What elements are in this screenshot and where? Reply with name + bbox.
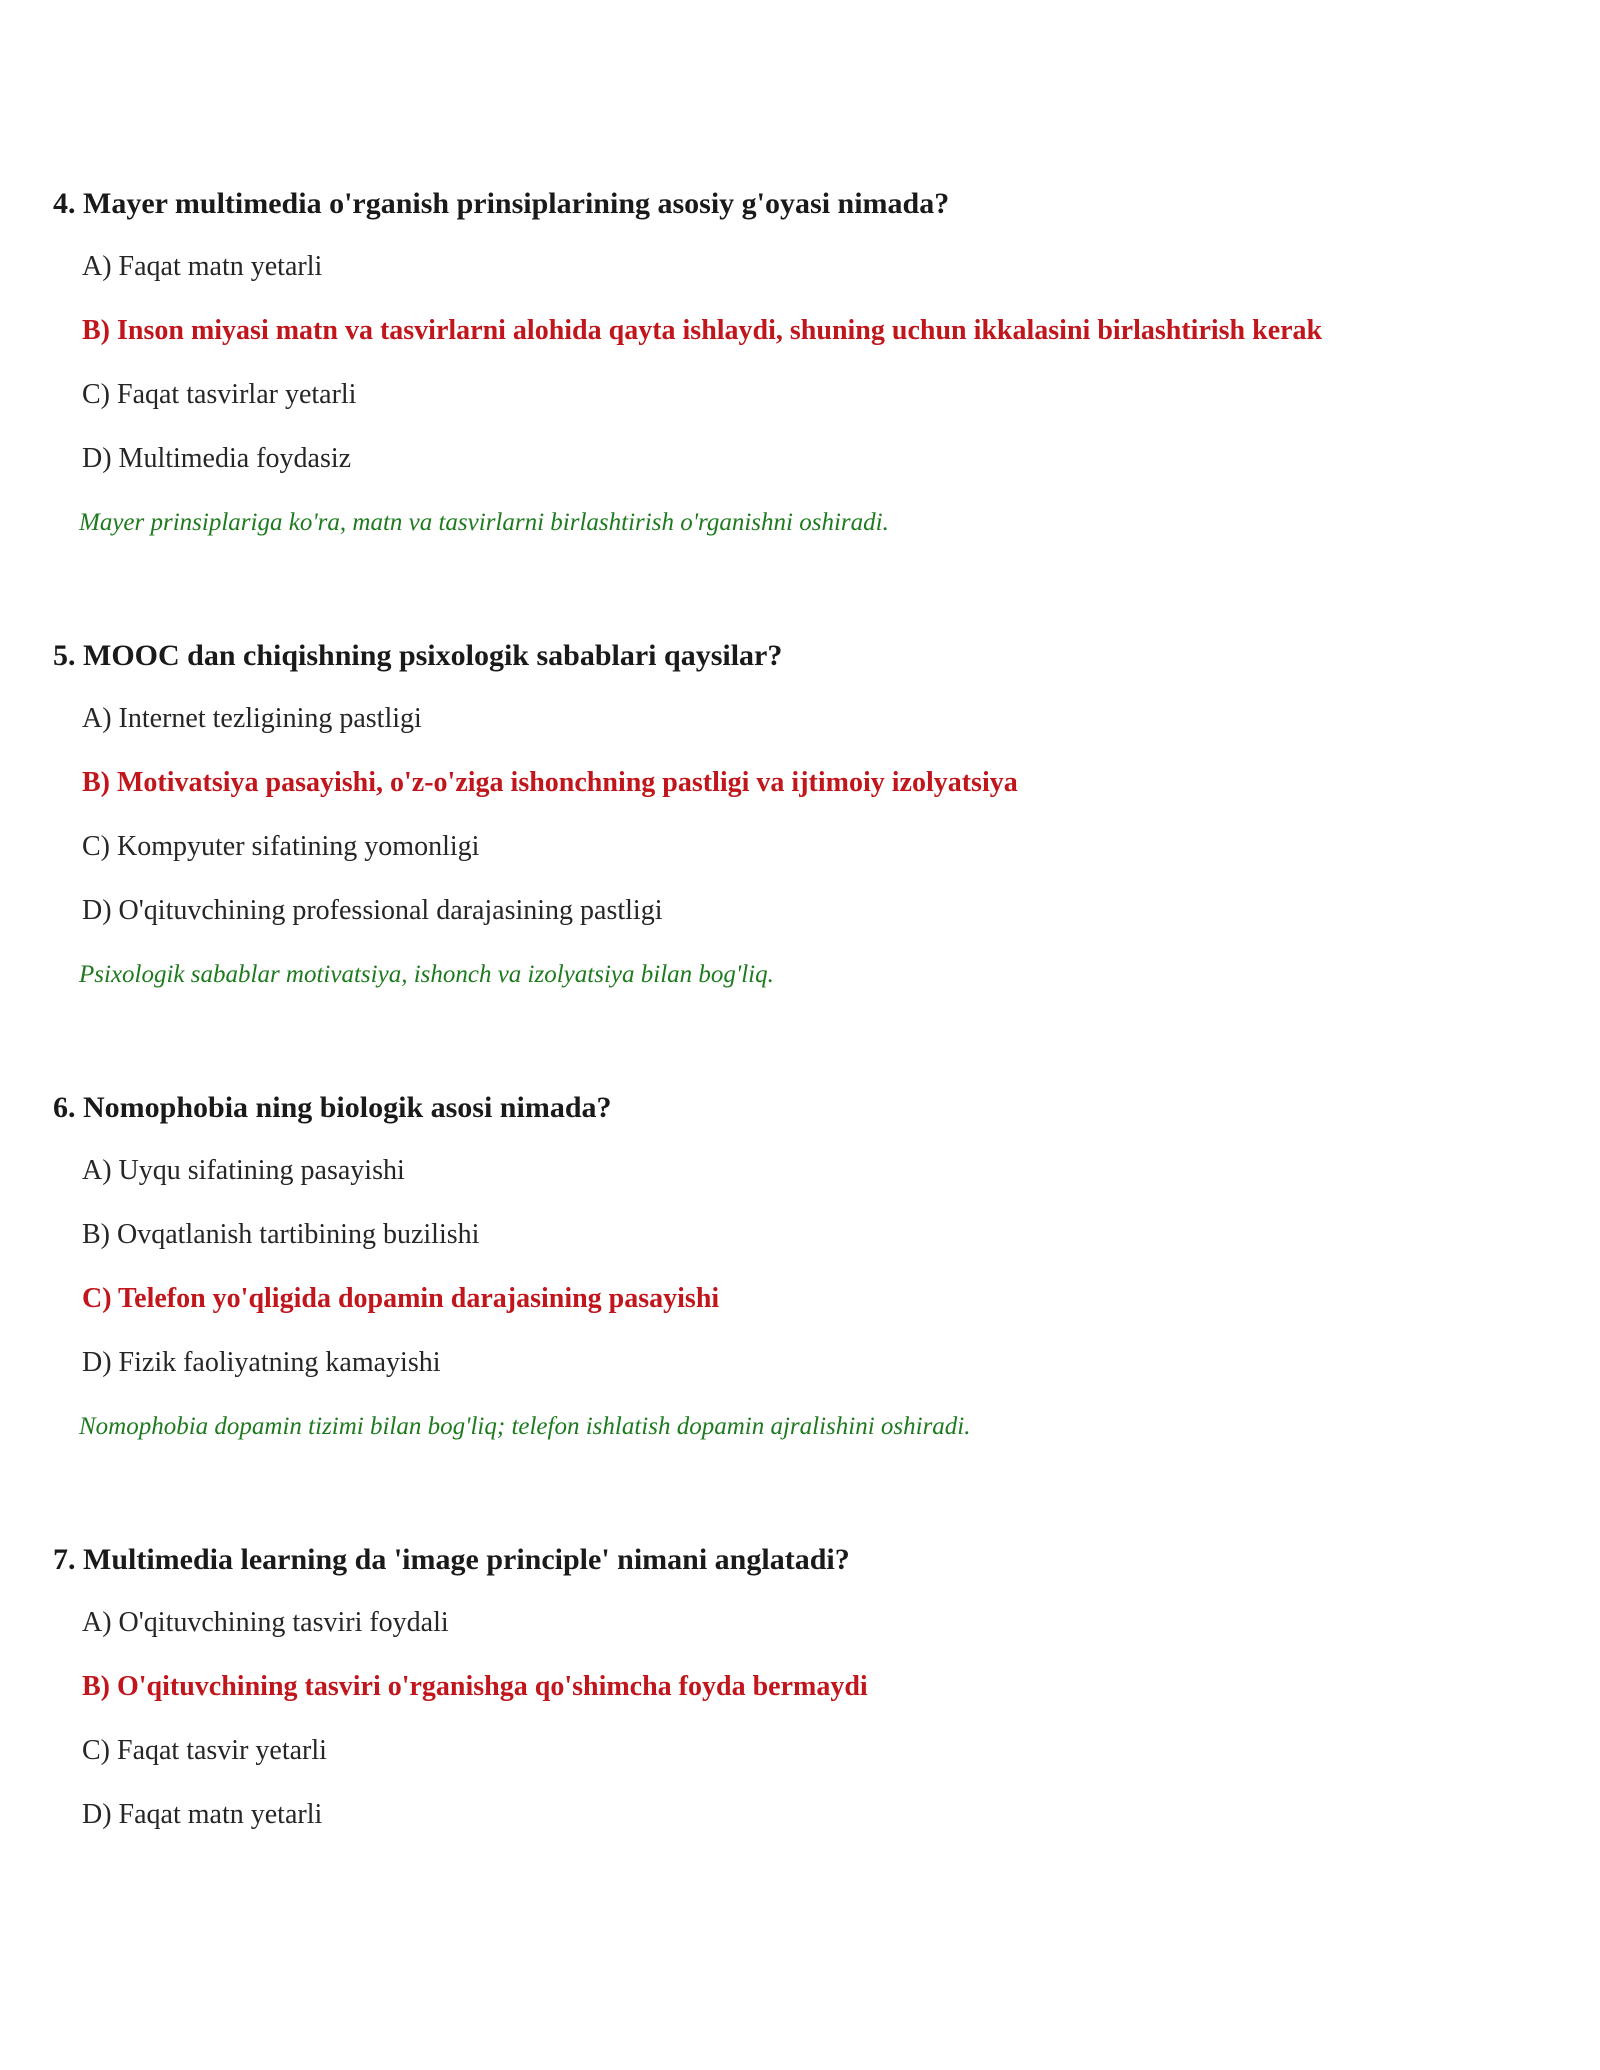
question-title: 7. Multimedia learning da 'image principle' nimani anglatadi? (53, 1543, 850, 1576)
question-block (53, 638, 1553, 990)
explanation-text: Nomophobia dopamin tizimi bilan bog'liq; telefon ishlatish dopamin ajralishini oshiradi. (79, 1413, 971, 1440)
option-b-correct: B) Motivatsiya pasayishi, o'z-o'ziga ishonchning pastligi va ijtimoiy izolyatsiya (82, 767, 1018, 798)
question-block (53, 186, 1553, 538)
question-title: 6. Nomophobia ning biologik asosi nimada? (53, 1091, 612, 1124)
options-list (53, 250, 1553, 476)
option-d: D) Faqat matn yetarli (82, 1799, 323, 1830)
option-b-correct: B) Inson miyasi matn va tasvirlarni alohida qayta ishlaydi, shuning uchun ikkalasini birlashtirish kerak (82, 315, 1323, 346)
options-list (53, 1154, 1553, 1380)
option-c: C) Faqat tasvirlar yetarli (82, 379, 357, 410)
option-d: D) Fizik faoliyatning kamayishi (82, 1347, 441, 1378)
option-c-correct: C) Telefon yo'qligida dopamin darajasining pasayishi (82, 1283, 720, 1314)
option-b-correct: B) O'qituvchining tasviri o'rganishga qo'shimcha foyda bermaydi (82, 1671, 868, 1702)
question-title: 5. MOOC dan chiqishning psixologik sabablari qaysilar? (53, 639, 783, 672)
options-list (53, 702, 1553, 928)
options-list (53, 1606, 1553, 1832)
question-title: 4. Mayer multimedia o'rganish prinsiplarining asosiy g'oyasi nimada? (53, 187, 950, 220)
question-block (53, 1090, 1553, 1442)
option-d: D) O'qituvchining professional darajasining pastligi (82, 895, 663, 926)
option-c: C) Kompyuter sifatining yomonligi (82, 831, 480, 862)
option-d: D) Multimedia foydasiz (82, 443, 352, 474)
option-a: A) Faqat matn yetarli (82, 251, 323, 282)
option-a: A) Uyqu sifatining pasayishi (82, 1155, 405, 1186)
option-b: B) Ovqatlanish tartibining buzilishi (82, 1219, 480, 1250)
explanation-text: Psixologik sabablar motivatsiya, ishonch va izolyatsiya bilan bog'liq. (79, 961, 774, 988)
option-c: C) Faqat tasvir yetarli (82, 1735, 327, 1766)
option-a: A) Internet tezligining pastligi (82, 703, 422, 734)
option-a: A) O'qituvchining tasviri foydali (82, 1607, 449, 1638)
explanation-text: Mayer prinsiplariga ko'ra, matn va tasvirlarni birlashtirish o'rganishni oshiradi. (79, 509, 889, 536)
question-block (53, 1542, 1553, 1832)
